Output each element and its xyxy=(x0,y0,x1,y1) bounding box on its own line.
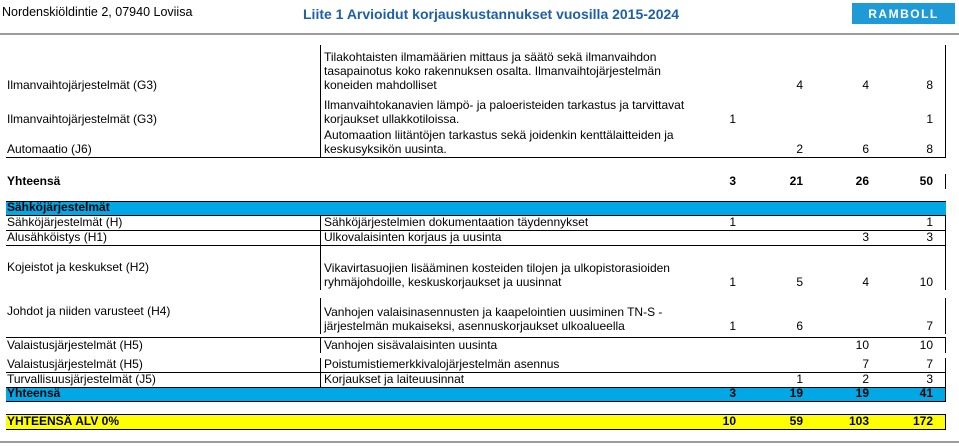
column-divider xyxy=(320,246,321,290)
row-value-2: 4 xyxy=(796,78,803,92)
column-divider xyxy=(945,415,946,429)
row-value-2: 1 xyxy=(796,372,803,386)
column-divider xyxy=(945,388,946,401)
column-divider xyxy=(320,93,321,127)
row-value-3: 2 xyxy=(862,372,869,386)
row-category: Kojeistot ja keskukset (H2) xyxy=(7,260,150,274)
row-category: YHTEENSÄ ALV 0% xyxy=(7,414,120,428)
grand-total-row xyxy=(6,414,946,430)
row-description: Vanhojen valaisinasennusten ja kaapelointien uusiminen TN-S -järjestelmän mukaiseksi, asennuskorjaukset ulkoalueella xyxy=(324,305,663,333)
row-description: Sähköjärjestelmien dokumentaation täydennykset xyxy=(324,215,589,229)
row-category: Valaistusjärjestelmät (H5) xyxy=(7,338,143,352)
row-value-1: 1 xyxy=(729,275,736,289)
table-row xyxy=(6,337,946,353)
row-value-3: 103 xyxy=(848,414,869,428)
row-value-2: 5 xyxy=(796,275,803,289)
column-divider xyxy=(320,127,321,157)
table-row xyxy=(6,231,946,246)
row-value-total: 10 xyxy=(919,338,933,352)
column-divider xyxy=(945,127,946,157)
row-description: Tilakohtaisten ilmamäärien mittaus ja säätö sekä ilmanvaihdon tasapainotus koko rakennuksen osalta. Ilmanvaihtojärjestelmän koneiden mahdolliset xyxy=(324,50,661,92)
table-row xyxy=(6,93,946,127)
row-description: Korjaukset ja laiteuusinnat xyxy=(324,372,465,386)
section-title: Sähköjärjestelmät xyxy=(7,200,110,214)
column-divider xyxy=(945,246,946,290)
row-value-3: 19 xyxy=(855,386,869,400)
subtotal-row xyxy=(6,388,946,402)
table-row xyxy=(6,298,946,334)
row-category: Ilmanvaihtojärjestelmät (G3) xyxy=(7,112,158,126)
row-value-1: 3 xyxy=(729,386,736,400)
section-header xyxy=(6,201,946,216)
ramboll-logo: RAMBOLL xyxy=(852,3,955,24)
row-value-total: 3 xyxy=(926,230,933,244)
row-value-2: 21 xyxy=(789,174,803,188)
row-category: Sähköjärjestelmät (H) xyxy=(7,215,123,229)
row-category: Valaistusjärjestelmät (H5) xyxy=(7,357,143,371)
column-divider xyxy=(320,216,321,230)
column-divider xyxy=(945,216,946,230)
row-value-1: 3 xyxy=(729,174,736,188)
column-divider xyxy=(320,338,321,353)
row-category: Ilmanvaihtojärjestelmät (G3) xyxy=(7,78,158,92)
row-value-1: 1 xyxy=(729,319,736,333)
row-value-total: 7 xyxy=(926,319,933,333)
column-divider xyxy=(945,358,946,372)
column-divider xyxy=(320,298,321,334)
row-value-3: 4 xyxy=(862,275,869,289)
row-value-1: 1 xyxy=(729,215,736,229)
table-row xyxy=(6,45,946,93)
row-category: Johdot ja niiden varusteet (H4) xyxy=(7,304,171,318)
footer-divider xyxy=(0,441,959,443)
row-category: Alusähköistys (H1) xyxy=(7,230,108,244)
row-description: Vanhojen sisävalaisinten uusinta xyxy=(324,338,498,352)
row-value-total: 50 xyxy=(919,174,933,188)
row-value-total: 8 xyxy=(926,78,933,92)
row-value-2: 6 xyxy=(796,319,803,333)
row-description: Ulkovalaisinten korjaus ja uusinta xyxy=(324,230,502,244)
row-category: Yhteensä xyxy=(7,174,61,188)
column-divider xyxy=(320,358,321,372)
row-value-1: 1 xyxy=(729,112,736,126)
row-category: Automaatio (J6) xyxy=(7,142,92,156)
row-value-total: 10 xyxy=(919,275,933,289)
row-value-1: 10 xyxy=(722,414,736,428)
row-value-2: 2 xyxy=(796,142,803,156)
row-category: Turvallisuusjärjestelmät (J5) xyxy=(7,372,156,386)
row-value-total: 41 xyxy=(919,386,933,400)
row-value-3: 6 xyxy=(862,142,869,156)
row-value-total: 1 xyxy=(926,215,933,229)
column-divider xyxy=(945,93,946,127)
row-value-3: 4 xyxy=(862,78,869,92)
table-row xyxy=(6,127,946,158)
table-row xyxy=(6,246,946,290)
row-category: Yhteensä xyxy=(7,386,61,400)
row-value-2: 19 xyxy=(789,386,803,400)
column-divider xyxy=(945,338,946,353)
row-value-total: 1 xyxy=(926,112,933,126)
subtotal-row xyxy=(6,174,946,189)
column-divider xyxy=(945,298,946,334)
row-description: Vikavirtasuojien lisääminen kosteiden tilojen ja ulkopistorasioiden ryhmäjohdoille, keskuskorjaukset ja uusinnat xyxy=(324,261,670,289)
column-divider xyxy=(945,45,946,93)
column-divider xyxy=(320,45,321,93)
row-value-total: 3 xyxy=(926,372,933,386)
header-address: Nordenskiöldintie 2, 07940 Loviisa xyxy=(2,5,193,19)
table-row xyxy=(6,216,946,231)
column-divider xyxy=(945,373,946,387)
page-title: Liite 1 Arvioidut korjauskustannukset vuosilla 2015-2024 xyxy=(303,6,680,22)
row-description: Poistumistiemerkkivalojärjestelmän asennus xyxy=(324,357,560,371)
row-value-3: 7 xyxy=(862,357,869,371)
row-description: Automaation liitäntöjen tarkastus sekä joidenkin kenttälaitteiden ja keskusyksikön uusinta. xyxy=(324,128,674,156)
column-divider xyxy=(945,231,946,245)
row-value-3: 26 xyxy=(855,174,869,188)
row-value-total: 7 xyxy=(926,357,933,371)
row-value-3: 10 xyxy=(855,338,869,352)
row-value-total: 172 xyxy=(912,414,933,428)
table-row xyxy=(6,373,946,388)
row-value-3: 3 xyxy=(862,230,869,244)
row-value-2: 59 xyxy=(789,414,803,428)
column-divider xyxy=(945,174,946,189)
table-row xyxy=(6,358,946,373)
column-divider xyxy=(320,373,321,387)
row-value-total: 8 xyxy=(926,142,933,156)
column-divider xyxy=(320,231,321,245)
row-description: Ilmanvaihtokanavien lämpö- ja paloeristeiden tarkastus ja tarvittavat korjaukset ullakkotiloissa. xyxy=(324,98,685,126)
